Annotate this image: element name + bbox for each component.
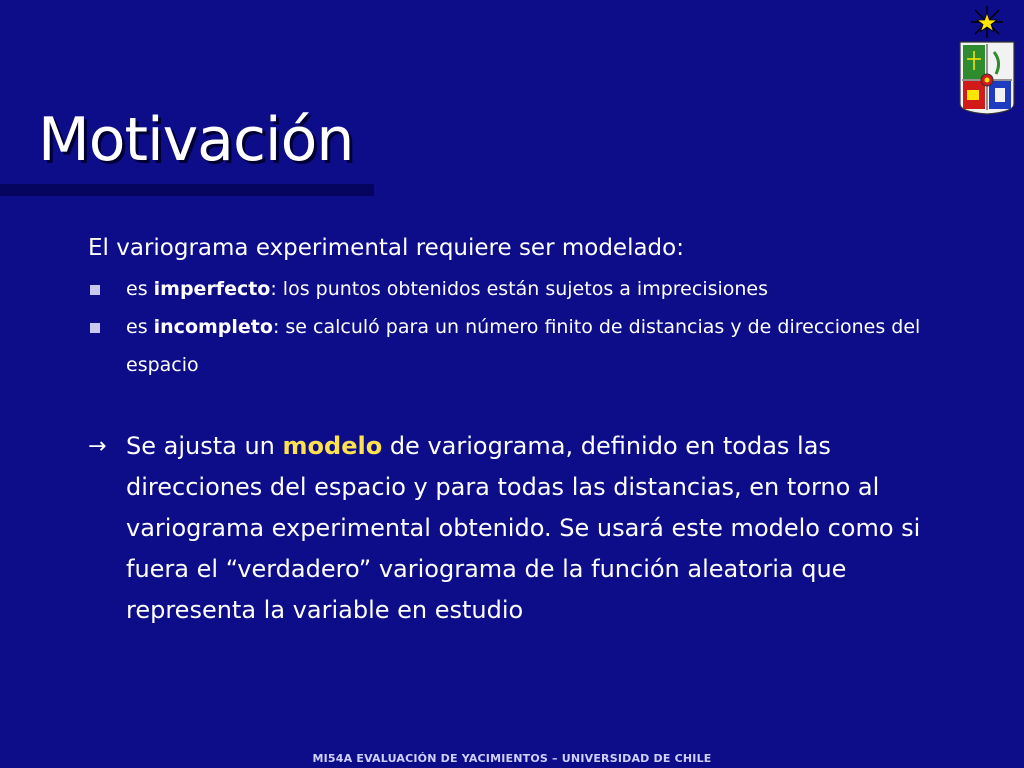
lead-text: El variograma experimental requiere ser modelado: xyxy=(88,235,684,261)
slide-title: Motivación xyxy=(38,105,354,175)
bullet-rest: : los puntos obtenidos están sujetos a imprecisiones xyxy=(270,278,769,300)
bullet-square-icon xyxy=(90,285,100,295)
bullet-item xyxy=(88,270,968,308)
university-crest-icon xyxy=(952,4,1022,116)
title-underline-bar xyxy=(0,184,374,196)
conclusion-after: de variograma, definido en todas las direcciones del espacio y para todas las distancias, en torno al variograma experimental obtenido. Se usará este modelo como si fuera el “verdadero” variograma de la función aleatoria que representa la variable en estudio xyxy=(126,432,921,624)
slide-footer: MI54A EVALUACIÓN DE YACIMIENTOS – UNIVERSIDAD DE CHILE xyxy=(312,752,712,765)
bullet-item xyxy=(88,308,968,384)
conclusion-before: Se ajusta un xyxy=(126,432,283,460)
bullet-prefix: es xyxy=(126,278,154,300)
bullet-rest: : se calculó para un número finito de distancias y de direcciones del espacio xyxy=(126,316,921,376)
bullet-square-icon xyxy=(90,323,100,333)
right-arrow-icon: → xyxy=(88,434,107,459)
bullet-bold-term: imperfecto xyxy=(153,278,271,300)
conclusion-highlight: modelo xyxy=(282,432,383,460)
bullet-prefix: es xyxy=(126,316,154,338)
conclusion-paragraph xyxy=(88,426,968,631)
slide-content xyxy=(88,230,968,631)
bullet-bold-term: incompleto xyxy=(153,316,273,338)
